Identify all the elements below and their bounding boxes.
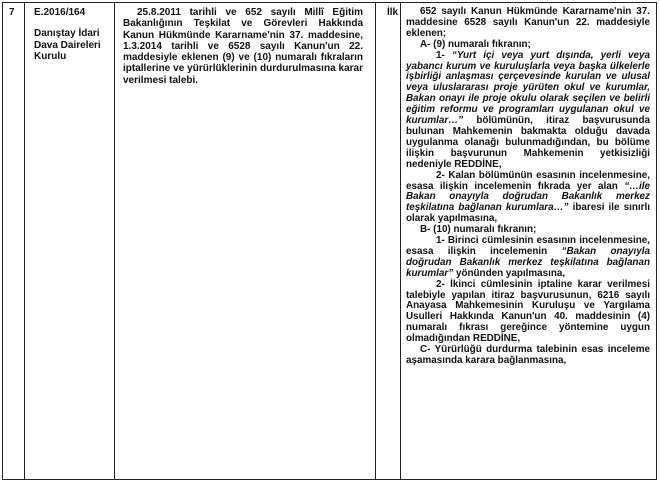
row-number: 7 bbox=[9, 7, 15, 18]
decision-cell bbox=[406, 7, 650, 367]
quoted-provision: “Yurt içi veya yurt dışında, yerli veya yabancı kurum ve kuruluşlarla veya başka ülkelerle işbirliği anlaşması çerçevesinde kurulan ve ulusal veya uluslararası proje yürüten okul ve kurumlar, Bakan onayı ile proje okulu olarak seçilen ve belirli eğitim reformu ve programları uygulanan okul ve kurumlar…” bbox=[406, 49, 650, 127]
section-b-heading: B- (10) numaralı fıkranın; bbox=[420, 224, 537, 236]
section-a2: 2- Kalan bölümünün esasının incelenmesine, esasa ilişkin incelemenin fıkrada yer alan “…ile Bakan onayıyla doğrudan Bakanlık merkez teşkilatına bağlanan kurumlara…” ibaresi ile sınırlı olarak yapılmasına, bbox=[406, 169, 650, 225]
subject-text: 25.8.2011 tarihli ve 652 sayılı Millî Eğitim Bakanlığının Teşkilat ve Görevleri Hakkında Kanun Hükmünde Kararname'nin 37. maddesine, 1.3.2014 tarihli ve 6528 sayılı Kanun'un 22. maddesiyle eklenen (9) ve (10) numaralı fıkraların iptallerine ve yürürlüklerinin durdurulmasına karar verilmesi talebi. bbox=[123, 7, 363, 86]
section-b1: 1- Birinci cümlesinin esasının incelenmesine, esasa ilişkin incelemenin “Bakan onayıyla doğrudan Bakanlık merkez teşkilatına bağlanan kurumlar” yönünden yapılmasına, bbox=[406, 235, 650, 279]
column-divider bbox=[24, 3, 25, 479]
subject-cell bbox=[123, 7, 363, 86]
decision-intro: 652 sayılı Kanun Hükmünde Kararname'nin 37. maddesine 6528 sayılı Kanun'un 22. maddesiyle eklenen; bbox=[406, 6, 650, 39]
section-a1: 1- “Yurt içi veya yurt dışında, yerli veya yabancı kurum ve kuruluşlarla veya başka ülkelerle işbirliği anlaşması çerçevesinde kurulan ve ulusal veya uluslararası proje yürüten okul ve kurumlar, Bakan onayı ile proje okulu olarak seçilen ve belirli eğitim reformu ve programları uygulanan okul ve kurumlar…” bölümünün, itiraz başvurusunda bulunan Mahkemenin bakmakta olduğu davada uygulanma olanağı bulunmadığından, bu bölüme ilişkin başvurunun Mahkemenin yetkisizliği nedeniyle REDDİNE, bbox=[406, 49, 650, 170]
quoted-provision: “…ile Bakan onayıyla doğrudan Bakanlık merkez teşkilatına bağlanan kurumlara…” bbox=[406, 180, 650, 214]
case-info bbox=[34, 7, 118, 62]
case-number: E.2016/164 bbox=[34, 7, 86, 18]
column-divider bbox=[375, 3, 376, 479]
stage-cell: İlk bbox=[387, 7, 399, 18]
applicant-court: Danıştay İdari Dava Daireleri Kurulu bbox=[34, 28, 101, 62]
section-a-heading: A- (9) numaralı fıkranın; bbox=[420, 38, 531, 50]
column-divider bbox=[400, 3, 401, 479]
section-b2: 2- İkinci cümlesinin iptaline karar verilmesi talebiyle yapılan itiraz başvurusunun, 6216 sayılı Anayasa Mahkemesinin Kuruluşu ve Yargılama Usulleri Hakkında Kanun'un 40. maddesinin (4) numaralı fıkrası gereğince yöntemine uygun olmadığından REDDİNE, bbox=[406, 278, 650, 345]
decision-table bbox=[2, 2, 657, 480]
quoted-provision: “Bakan onayıyla doğrudan Bakanlık merkez teşkilatına bağlanan kurumlar” bbox=[406, 245, 650, 279]
section-c: C- Yürürlüğü durdurma talebinin esas inceleme aşamasında karara bağlanmasına, bbox=[406, 344, 650, 366]
column-divider bbox=[114, 3, 115, 479]
